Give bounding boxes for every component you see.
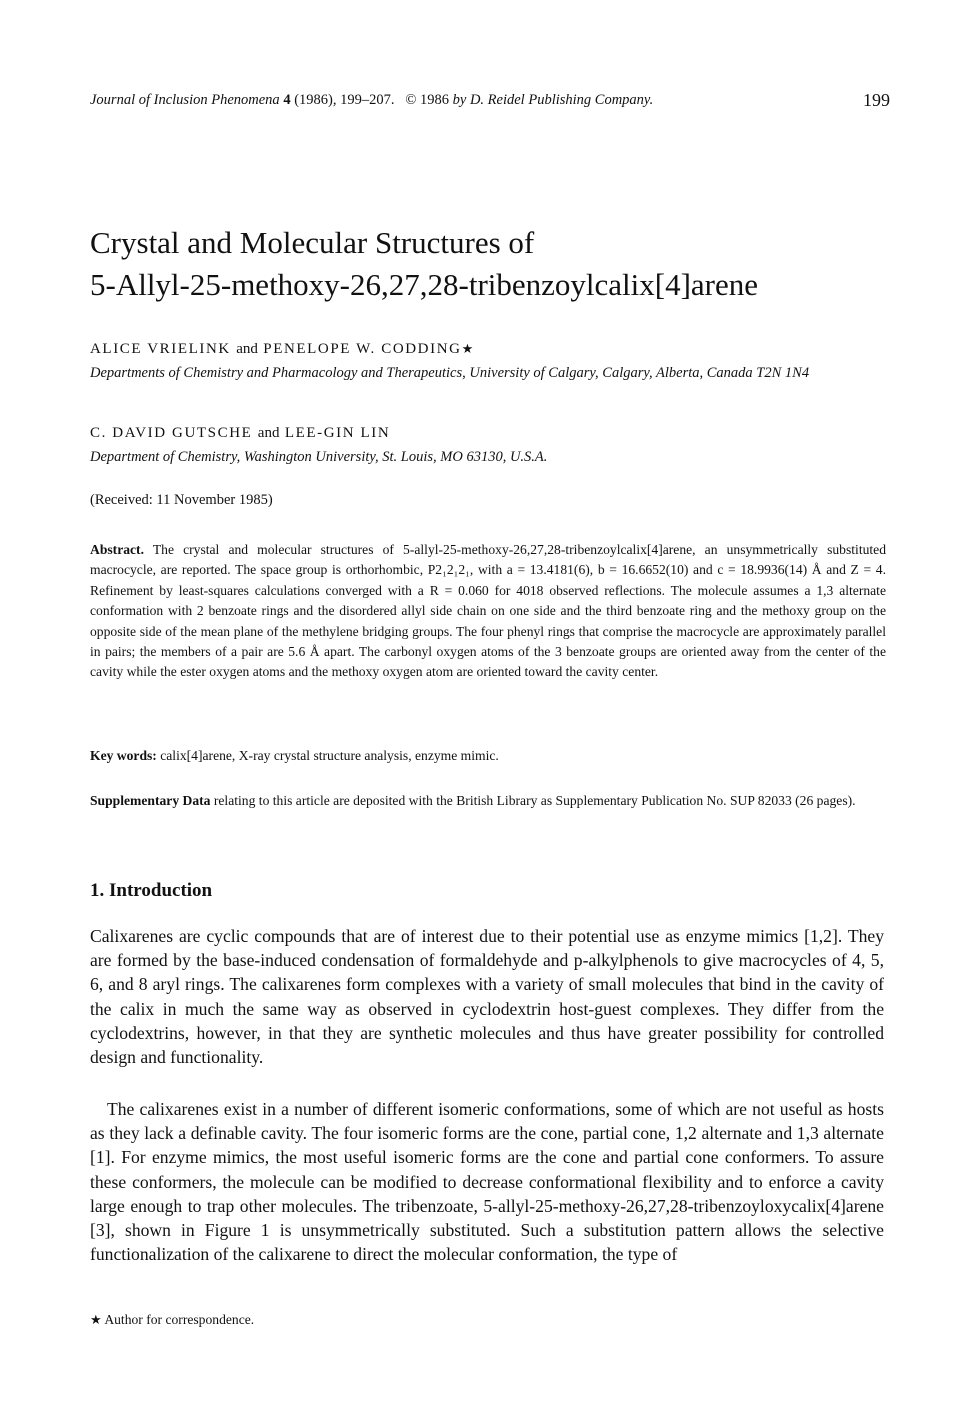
abstract-label: Abstract. [90, 542, 144, 557]
keywords-label: Key words: [90, 748, 157, 763]
supplementary-data-note [90, 791, 886, 811]
footnote-star: ★ [90, 1312, 102, 1327]
author-name: PENELOPE W. CODDING [263, 341, 462, 357]
correspondence-star: ★ [461, 341, 475, 356]
abstract-text: The crystal and molecular structures of 5-allyl-25-methoxy-26,27,28-tribenzoylcalix[4]arene, an unsymmetrically substituted macrocycle, are reported. The space group is orthorhombic, P2₁2₁2₁, with a = 13.4181(6), b = 16.6652(10) and c = 18.9936(14) Å and Z = 4. Refinement by least-squares calculations converged with a R = 0.060 for 4018 observed reflections. The molecule assumes a 1,3 alternate conformation with 2 benzoate rings and the disordered allyl side chain on one side and the third benzoate ring and the methoxy group on the opposite side of the mean plane of the methylene bridging groups. The four phenyl rings that comprise the macrocycle are approximately parallel in pairs; the members of a pair are 5.6 Å apart. The carbonyl oxygen atoms of the 3 benzoate groups are oriented away from the center of the cavity while the ester oxygen atoms and the methoxy oxygen atom are oriented toward the cavity center. [90, 542, 886, 680]
author-name: LEE-GIN LIN [284, 425, 391, 441]
affiliation-1: Departments of Chemistry and Pharmacology and Therapeutics, University of Calgary, Calgary, Alberta, Canada T2N 1N4 [90, 365, 810, 381]
introduction-paragraph-2: The calixarenes exist in a number of different isomeric conformations, some of which are not useful as hosts as they lack a definable cavity. The four isomeric forms are the cone, partial cone, 1,2 alternate and 1,3 alternate [1]. For enzyme mimics, the most useful isomeric forms are the cone and partial cone conformers. To assure these conformers, the molecule can be modified to decrease conformational flexibility and to enforce a cavity large enough to trap other molecules. The tribenzoate, 5-allyl-25-methoxy-26,27,28-tribenzoyloxycalix[4]arene [3], shown in Figure 1 is unsymmetrically substituted. Such a substitution pattern allows the selective functionalization of the calixarene to direct the molecular conformation, the type of [90, 1099, 884, 1265]
journal-volume: 4 [283, 92, 291, 108]
supplementary-text: relating to this article are deposited with the British Library as Supplementary Publication No. SUP 82033 (26 pages). [213, 793, 856, 808]
section-heading-introduction: 1. Introduction [90, 880, 213, 901]
author-name: C. DAVID GUTSCHE [90, 425, 253, 441]
supplementary-label: Supplementary Data [90, 793, 211, 808]
author-conjunction: and [257, 425, 280, 441]
title-line-2: 5-Allyl-25-methoxy-26,27,28-tribenzoylcalix[4]arene [90, 267, 758, 302]
footnote [90, 1312, 254, 1328]
running-header [90, 90, 890, 114]
author-line-1 [90, 341, 475, 358]
affiliation-2: Department of Chemistry, Washington University, St. Louis, MO 63130, U.S.A. [90, 449, 548, 465]
keywords [90, 748, 499, 764]
received-date: (Received: 11 November 1985) [90, 492, 273, 508]
author-name: ALICE VRIELINK [90, 341, 231, 357]
journal-name: Journal of Inclusion Phenomena [90, 92, 280, 108]
copyright-notice: © 1986 [405, 92, 450, 108]
keywords-text: calix[4]arene, X-ray crystal structure analysis, enzyme mimic. [160, 748, 499, 763]
journal-citation [90, 92, 653, 109]
publisher-name: by D. Reidel Publishing Company. [452, 92, 654, 108]
author-line-2 [90, 425, 390, 442]
author-conjunction: and [236, 341, 258, 357]
journal-years-pages: (1986), 199–207. [294, 92, 395, 108]
introduction-paragraph-1: Calixarenes are cyclic compounds that are of interest due to their potential use as enzyme mimics [1,2]. They are formed by the base-induced condensation of formaldehyde and p-alkylphenols to give macrocycles of 4, 5, 6, and 8 aryl rings. The calixarenes form complexes with a variety of small molecules that bind in the cavity of the calix in much the same way as observed in cyclodextrin host-guest complexes. They differ from the cyclodextrins, however, in that they are synthetic molecules and thus have greater possibility for controlled design and functionality. [90, 926, 884, 1068]
article-title [90, 222, 910, 306]
abstract [90, 540, 886, 683]
page-number: 199 [863, 90, 890, 110]
title-line-1: Crystal and Molecular Structures of [90, 225, 535, 260]
footnote-text: Author for correspondence. [104, 1312, 255, 1327]
